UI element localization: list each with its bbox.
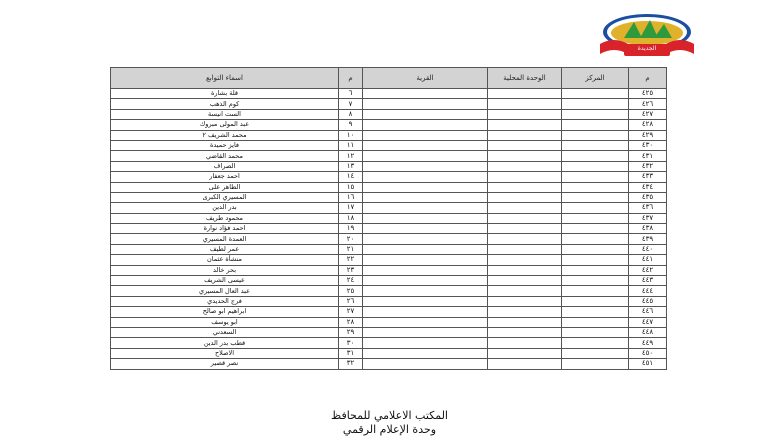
- cell-sub-number: ١٦: [339, 192, 363, 202]
- cell-local-unit: [488, 307, 562, 317]
- cell-local-unit: [488, 255, 562, 265]
- table-row: [111, 172, 667, 182]
- table-row: [111, 276, 667, 286]
- cell-local-unit: [488, 89, 562, 99]
- header-local-unit: الوحدة المحلية: [488, 68, 562, 89]
- cell-local-unit: [488, 286, 562, 296]
- table-row: [111, 99, 667, 109]
- cell-local-unit: [488, 109, 562, 119]
- cell-sub-number: ٢٣: [339, 265, 363, 275]
- cell-local-unit: [488, 234, 562, 244]
- cell-village: [363, 296, 488, 306]
- cell-local-unit: [488, 296, 562, 306]
- cell-dependency-name: بحر خالد: [111, 265, 339, 275]
- footer-digital-media-unit: وحدة الإعلام الرقمي: [342, 423, 437, 436]
- cell-markaz: [562, 327, 629, 337]
- cell-id: ٤٣٦: [629, 203, 667, 213]
- cell-sub-number: ٢٢: [339, 255, 363, 265]
- cell-id: ٤٤٢: [629, 265, 667, 275]
- cell-markaz: [562, 338, 629, 348]
- cell-dependency-name: السعدني: [111, 327, 339, 337]
- cell-markaz: [562, 172, 629, 182]
- cell-dependency-name: عبد العال المسيري: [111, 286, 339, 296]
- cell-id: ٤٤٠: [629, 244, 667, 254]
- cell-dependency-name: ابو يوسف: [111, 317, 339, 327]
- cell-dependency-name: الطاهر على: [111, 182, 339, 192]
- cell-id: ٤٣٨: [629, 224, 667, 234]
- cell-id: ٤٤٨: [629, 327, 667, 337]
- cell-sub-number: ٣٢: [339, 359, 363, 369]
- cell-village: [363, 255, 488, 265]
- cell-sub-number: ١٩: [339, 224, 363, 234]
- cell-local-unit: [488, 338, 562, 348]
- cell-id: ٤٤٦: [629, 307, 667, 317]
- cell-dependency-name: عيسى الشريف: [111, 276, 339, 286]
- cell-dependency-name: فرج الحديدي: [111, 296, 339, 306]
- cell-sub-number: ٣٠: [339, 338, 363, 348]
- cell-markaz: [562, 296, 629, 306]
- cell-id: ٤٤٧: [629, 317, 667, 327]
- cell-markaz: [562, 109, 629, 119]
- header-id: م: [629, 68, 667, 89]
- cell-id: ٤٢٥: [629, 89, 667, 99]
- cell-sub-number: ١٧: [339, 203, 363, 213]
- cell-village: [363, 213, 488, 223]
- cell-markaz: [562, 99, 629, 109]
- cell-dependency-name: الست انيسة: [111, 109, 339, 119]
- cell-dependency-name: ابراهيم ابو صالح: [111, 307, 339, 317]
- cell-id: ٤٣٥: [629, 192, 667, 202]
- cell-markaz: [562, 234, 629, 244]
- cell-id: ٤٣٩: [629, 234, 667, 244]
- villages-table: [110, 67, 667, 370]
- cell-id: ٤٢٨: [629, 120, 667, 130]
- cell-local-unit: [488, 348, 562, 358]
- cell-sub-number: ٣١: [339, 348, 363, 358]
- cell-sub-number: ١٢: [339, 151, 363, 161]
- table-row: [111, 192, 667, 202]
- cell-id: ٤٣١: [629, 151, 667, 161]
- cell-village: [363, 130, 488, 140]
- cell-dependency-name: قلة بشارة: [111, 89, 339, 99]
- cell-markaz: [562, 203, 629, 213]
- cell-markaz: [562, 286, 629, 296]
- cell-village: [363, 317, 488, 327]
- table-header-row: [111, 68, 667, 89]
- cell-dependency-name: منشأة عثمان: [111, 255, 339, 265]
- cell-sub-number: ٢٠: [339, 234, 363, 244]
- cell-local-unit: [488, 327, 562, 337]
- cell-sub-number: ٨: [339, 109, 363, 119]
- cell-markaz: [562, 265, 629, 275]
- cell-dependency-name: محمود طريف: [111, 213, 339, 223]
- cell-local-unit: [488, 130, 562, 140]
- cell-local-unit: [488, 161, 562, 171]
- cell-village: [363, 265, 488, 275]
- cell-id: ٤٤٣: [629, 276, 667, 286]
- cell-markaz: [562, 224, 629, 234]
- cell-village: [363, 182, 488, 192]
- cell-markaz: [562, 213, 629, 223]
- table-row: [111, 140, 667, 150]
- cell-village: [363, 161, 488, 171]
- cell-sub-number: ١٣: [339, 161, 363, 171]
- cell-village: [363, 286, 488, 296]
- cell-village: [363, 109, 488, 119]
- cell-village: [363, 359, 488, 369]
- cell-dependency-name: الصراف: [111, 161, 339, 171]
- cell-markaz: [562, 317, 629, 327]
- cell-markaz: [562, 140, 629, 150]
- header-markaz: المركز: [562, 68, 629, 89]
- cell-village: [363, 140, 488, 150]
- cell-dependency-name: كوم الذهب: [111, 99, 339, 109]
- cell-markaz: [562, 130, 629, 140]
- cell-sub-number: ٧: [339, 99, 363, 109]
- cell-local-unit: [488, 359, 562, 369]
- cell-sub-number: ٢٥: [339, 286, 363, 296]
- cell-village: [363, 224, 488, 234]
- cell-village: [363, 348, 488, 358]
- cell-markaz: [562, 182, 629, 192]
- table-row: [111, 234, 667, 244]
- cell-dependency-name: عمر لطيف: [111, 244, 339, 254]
- cell-id: ٤٣٠: [629, 140, 667, 150]
- cell-village: [363, 338, 488, 348]
- cell-id: ٤٣٧: [629, 213, 667, 223]
- cell-sub-number: ٢٨: [339, 317, 363, 327]
- cell-sub-number: ٢٦: [339, 296, 363, 306]
- cell-village: [363, 244, 488, 254]
- cell-markaz: [562, 348, 629, 358]
- header-sub-number: م: [339, 68, 363, 89]
- table-row: [111, 130, 667, 140]
- table-row: [111, 359, 667, 369]
- table-row: [111, 317, 667, 327]
- table-row: [111, 120, 667, 130]
- cell-id: ٤٥١: [629, 359, 667, 369]
- cell-sub-number: ٢٧: [339, 307, 363, 317]
- cell-markaz: [562, 255, 629, 265]
- cell-markaz: [562, 359, 629, 369]
- cell-village: [363, 327, 488, 337]
- cell-village: [363, 120, 488, 130]
- table-row: [111, 224, 667, 234]
- cell-sub-number: ٦: [339, 89, 363, 99]
- cell-markaz: [562, 276, 629, 286]
- cell-id: ٤٢٩: [629, 130, 667, 140]
- logo-caption: الجديدة: [637, 45, 657, 52]
- cell-id: ٤٤٤: [629, 286, 667, 296]
- cell-id: ٤٥٠: [629, 348, 667, 358]
- governorate-logo: [594, 10, 700, 60]
- table-body: [111, 89, 667, 370]
- cell-local-unit: [488, 265, 562, 275]
- cell-id: ٤٤٥: [629, 296, 667, 306]
- cell-village: [363, 276, 488, 286]
- cell-id: ٤٣٤: [629, 182, 667, 192]
- cell-local-unit: [488, 140, 562, 150]
- cell-local-unit: [488, 99, 562, 109]
- cell-dependency-name: محمد الشريف ٢: [111, 130, 339, 140]
- cell-local-unit: [488, 172, 562, 182]
- cell-sub-number: ٢٩: [339, 327, 363, 337]
- cell-dependency-name: احمد جعفار: [111, 172, 339, 182]
- cell-sub-number: ١٨: [339, 213, 363, 223]
- cell-village: [363, 192, 488, 202]
- cell-village: [363, 203, 488, 213]
- cell-local-unit: [488, 213, 562, 223]
- cell-markaz: [562, 244, 629, 254]
- cell-dependency-name: بدر الدين: [111, 203, 339, 213]
- cell-village: [363, 307, 488, 317]
- cell-local-unit: [488, 203, 562, 213]
- cell-sub-number: ٢٤: [339, 276, 363, 286]
- cell-sub-number: ١٤: [339, 172, 363, 182]
- cell-markaz: [562, 161, 629, 171]
- cell-dependency-name: نصر قصير: [111, 359, 339, 369]
- table-row: [111, 327, 667, 337]
- cell-id: ٤٤٩: [629, 338, 667, 348]
- cell-id: ٤٢٦: [629, 99, 667, 109]
- cell-local-unit: [488, 120, 562, 130]
- table-row: [111, 151, 667, 161]
- header-village: القرية: [363, 68, 488, 89]
- cell-dependency-name: محمد القاضي: [111, 151, 339, 161]
- table-row: [111, 89, 667, 99]
- table-row: [111, 348, 667, 358]
- header-dependency-names: اسماء التوابع: [111, 68, 339, 89]
- cell-village: [363, 151, 488, 161]
- table-row: [111, 182, 667, 192]
- cell-id: ٤٤١: [629, 255, 667, 265]
- cell-local-unit: [488, 244, 562, 254]
- cell-dependency-name: فايز حميدة: [111, 140, 339, 150]
- cell-markaz: [562, 120, 629, 130]
- cell-dependency-name: المسيري الكبرى: [111, 192, 339, 202]
- table-row: [111, 296, 667, 306]
- cell-local-unit: [488, 224, 562, 234]
- cell-dependency-name: العمدة المسيري: [111, 234, 339, 244]
- cell-dependency-name: عبد المولى مبروك: [111, 120, 339, 130]
- cell-markaz: [562, 89, 629, 99]
- table-row: [111, 213, 667, 223]
- cell-local-unit: [488, 192, 562, 202]
- cell-village: [363, 234, 488, 244]
- cell-sub-number: ١١: [339, 140, 363, 150]
- cell-dependency-name: احمد فؤاد نوارة: [111, 224, 339, 234]
- cell-id: ٤٢٧: [629, 109, 667, 119]
- cell-local-unit: [488, 276, 562, 286]
- table-row: [111, 338, 667, 348]
- cell-sub-number: ٩: [339, 120, 363, 130]
- cell-village: [363, 99, 488, 109]
- table-row: [111, 109, 667, 119]
- cell-markaz: [562, 151, 629, 161]
- table-row: [111, 307, 667, 317]
- cell-markaz: [562, 307, 629, 317]
- cell-local-unit: [488, 151, 562, 161]
- cell-markaz: [562, 192, 629, 202]
- villages-table-container: [110, 67, 666, 370]
- cell-id: ٤٣٣: [629, 172, 667, 182]
- table-row: [111, 286, 667, 296]
- cell-dependency-name: الاصلاح: [111, 348, 339, 358]
- table-row: [111, 161, 667, 171]
- cell-village: [363, 172, 488, 182]
- cell-village: [363, 89, 488, 99]
- table-row: [111, 255, 667, 265]
- table-row: [111, 265, 667, 275]
- cell-sub-number: ٢١: [339, 244, 363, 254]
- cell-sub-number: ١٥: [339, 182, 363, 192]
- table-row: [111, 244, 667, 254]
- cell-local-unit: [488, 182, 562, 192]
- table-row: [111, 203, 667, 213]
- cell-dependency-name: قطب بدر الدين: [111, 338, 339, 348]
- cell-sub-number: ١٠: [339, 130, 363, 140]
- cell-id: ٤٣٢: [629, 161, 667, 171]
- cell-local-unit: [488, 317, 562, 327]
- footer-media-office: المكتب الاعلامي للمحافظ: [331, 409, 448, 422]
